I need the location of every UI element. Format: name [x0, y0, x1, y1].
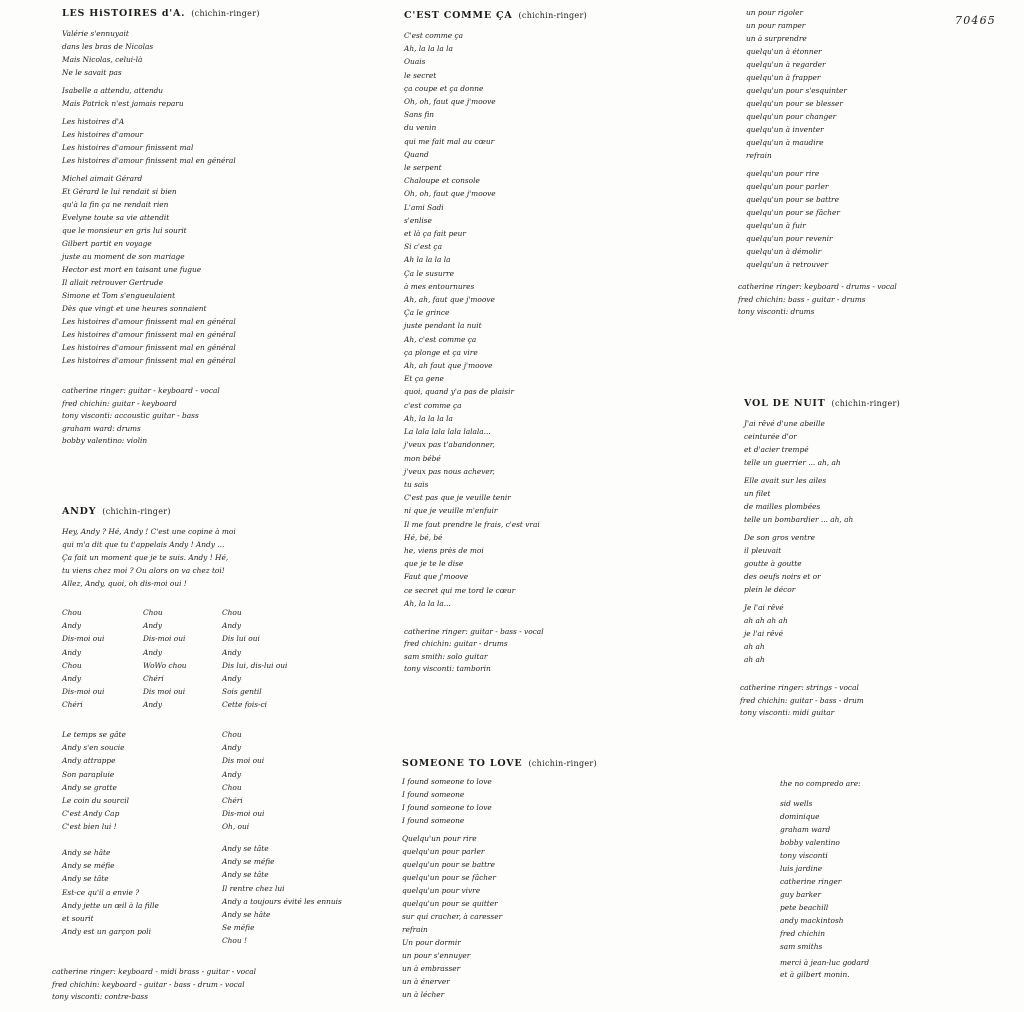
song-lyrics	[746, 6, 897, 271]
lyric-line: quelqu'un pour rire	[746, 169, 820, 178]
andy-intro	[62, 525, 236, 590]
lyric-line: Le temps se gâte	[62, 730, 126, 739]
lyric-line: quelqu'un à frapper	[746, 73, 821, 82]
lyric-line: Mais Patrick n'est jamais reparu	[62, 99, 184, 108]
song-vol-de-nuit	[740, 398, 901, 720]
lyric-line: Cette fois-ci	[222, 700, 268, 710]
song-lyrics	[744, 417, 900, 666]
personnel-line: bobby valentino: violin	[62, 436, 148, 445]
lyric-line: quelqu'un pour se fâcher	[746, 208, 840, 217]
lyric-line: le serpent	[404, 163, 442, 173]
lyric-line: il pleuvait	[744, 546, 782, 555]
musician-name: pete beachill	[780, 902, 829, 912]
lyric-line: quelqu'un pour se battre	[746, 195, 839, 204]
lyric-line: Elle avait sur les ailes	[744, 476, 827, 485]
lyric-line: Chou	[143, 608, 163, 617]
lyric-line: Andy	[222, 769, 242, 779]
lyric-line: Quelqu'un pour rire	[402, 834, 477, 843]
lyric-line: que le monsieur en gris lui sourit	[62, 226, 187, 235]
lyric-line: ah ah ah ah	[744, 616, 788, 625]
lyric-line: Andy se hâte	[222, 910, 271, 920]
lyric-line: s'enlise	[404, 215, 432, 225]
lyric-line: Dis lui, dis-lui oui	[222, 660, 288, 670]
lyric-line: Il allait retrouver Gertrude	[62, 278, 164, 287]
lyric-line: Chou	[222, 608, 242, 617]
lyric-line: quelqu'un à démolir	[746, 247, 822, 256]
lyric-line: Andy	[143, 647, 163, 657]
song-andy	[62, 506, 236, 590]
lyric-line: Ah, ah faut que j'moove	[404, 361, 493, 371]
lyric-line: Andy se méfie	[222, 857, 275, 867]
thanks-line: et à gilbert monin.	[780, 970, 850, 979]
lyric-line: L'ami Sadi	[404, 202, 444, 212]
lyric-line: Il me faut prendre le frais, c'est vrai	[404, 519, 540, 529]
lyric-line: Quand	[404, 149, 429, 159]
song-personnel	[404, 626, 587, 676]
song-title	[744, 398, 900, 409]
lyric-line: Ça le susurre	[404, 268, 455, 278]
personnel-line: fred chichin: guitar - bass - drum	[740, 695, 864, 705]
song-credit: (chichin-ringer)	[831, 399, 901, 408]
lyric-line: Chou	[62, 608, 82, 617]
lyric-line: Chou	[62, 660, 82, 670]
musician-name: luis jardine	[780, 863, 823, 873]
musician-name: guy barker	[780, 889, 822, 899]
lyric-line: refrain	[746, 151, 772, 160]
lyric-line: Sans fin	[404, 110, 435, 120]
musician-name: andy mackintosh	[780, 915, 844, 925]
lyric-line: quelqu'un à étonner	[746, 47, 822, 56]
lyric-line: quelqu'un pour se quitter	[402, 899, 498, 908]
lyric-line: Gilbert partit en voyage	[62, 239, 152, 248]
lyric-line: La lala lala lala lalala...	[404, 427, 491, 437]
lyric-line: telle un bombardier ... ah, ah	[744, 515, 854, 524]
personnel-line: catherine ringer: keyboard - drums - vocal	[738, 282, 897, 291]
lyric-line: Dis-moi oui	[143, 634, 186, 644]
lyric-line: Les histoires d'amour finissent mal en général	[62, 343, 236, 352]
lyric-line: juste au moment de son mariage	[62, 252, 185, 261]
lyric-line: Hey, Andy ? Hé, Andy ! C'est une copine à moi	[62, 527, 236, 536]
lyric-line: ça coupe et ça donne	[404, 83, 484, 93]
lyric-line: Ça fait un moment que je te suis. Andy ! Hé,	[62, 553, 229, 562]
lyric-line: Chou !	[222, 936, 247, 946]
andy-grid-col1	[62, 606, 104, 712]
lyric-line: Oh, oui	[222, 822, 250, 832]
andy-verse2-right	[222, 842, 342, 948]
andy-grid-col3	[222, 606, 287, 712]
lyric-line: Andy	[222, 743, 242, 753]
personnel-line: fred chichin: guitar - keyboard	[62, 398, 177, 408]
lyric-line: quelqu'un à maudire	[746, 138, 824, 147]
lyric-line: quelqu'un à fuir	[746, 221, 806, 230]
lyric-line: Ah, la la la...	[404, 598, 451, 608]
lyric-line: Faut que j'moove	[404, 572, 469, 582]
song-someone-to-love	[402, 758, 597, 1001]
personnel-line: sam smith: solo guitar	[404, 651, 488, 661]
lyric-line: goutte à goutte	[744, 559, 802, 568]
lyric-line: Dis-moi oui	[62, 634, 105, 644]
lyric-line: Chéri	[143, 674, 164, 684]
lyric-line: Hector est mort en taisant une fugue	[62, 265, 202, 274]
thanks-line: merci à jean-luc godard	[780, 957, 870, 967]
andy-verse2-left	[62, 846, 159, 938]
lyric-line: he, viens près de moi	[404, 545, 484, 555]
lyric-line: I found someone	[402, 790, 465, 799]
lyric-line: Oh, oh, faut que j'moove	[404, 97, 496, 107]
lyric-line: un à énerver	[402, 977, 450, 986]
lyric-line: Andy	[222, 621, 242, 631]
lyric-line: Dis moi oui	[143, 687, 186, 697]
andy-verse-left	[62, 728, 129, 834]
song-personnel	[738, 281, 897, 319]
lyric-line: De son gros ventre	[744, 533, 816, 542]
lyric-line: Andy	[143, 621, 163, 631]
lyric-line: mon bébé	[404, 453, 441, 463]
musician-name: tony visconti	[780, 850, 828, 860]
nocompredo-thanks	[780, 957, 869, 982]
lyric-line: WoWo chou	[143, 660, 187, 670]
lyric-line: dans les bras de Nicolas	[62, 42, 154, 51]
lyric-line: un filet	[744, 489, 771, 498]
lyric-line: Andy se tâte	[222, 844, 269, 853]
lyric-line: je l'ai rêvé	[744, 629, 783, 638]
lyric-line: C'est bien lui !	[62, 822, 117, 832]
lyric-line: j'veux pas nous achever,	[404, 466, 495, 476]
lyric-line: un à surprendre	[746, 34, 807, 43]
lyric-line: Andy attrappe	[62, 756, 116, 766]
lyric-line: le secret	[404, 70, 437, 80]
song-title-text: VOL DE NUIT	[744, 398, 826, 409]
musician-name: graham ward	[780, 824, 831, 834]
song-title-text: C'EST COMME ÇA	[404, 10, 513, 21]
lyric-line: ah ah	[744, 642, 765, 651]
lyric-line: Andy	[143, 700, 163, 710]
lyric-line: Ne le savait pas	[62, 68, 122, 77]
song-title-text: LES HiSTOIRES d'A.	[62, 8, 186, 19]
lyric-line: Les histoires d'A	[62, 117, 125, 126]
personnel-line: catherine ringer: strings - vocal	[740, 683, 859, 692]
lyric-line: Les histoires d'amour finissent mal en général	[62, 330, 236, 339]
lyric-line: Evelyne toute sa vie attendit	[62, 213, 170, 222]
lyric-line: Andy	[62, 621, 82, 631]
musician-name: fred chichin	[780, 928, 826, 938]
lyric-line: Chou	[222, 730, 242, 739]
lyric-line: Dis-moi oui	[62, 687, 105, 697]
lyric-line: Andy	[62, 674, 82, 684]
lyric-line: quelqu'un pour parler	[402, 847, 485, 856]
musician-name: catherine ringer	[780, 876, 842, 886]
lyric-line: Andy	[222, 647, 242, 657]
lyric-line: plein le décor	[744, 585, 796, 594]
personnel-line: fred chichin: bass - guitar - drums	[738, 294, 866, 304]
lyric-line: Oh, oh, faut que j'moove	[404, 189, 496, 199]
lyric-line: Andy est un garçon poli	[62, 927, 151, 937]
lyric-line: Les histoires d'amour	[62, 130, 144, 139]
lyric-line: j'veux pas t'abandonner,	[404, 440, 495, 450]
lyric-line: telle un guerrier ... ah, ah	[744, 458, 841, 467]
personnel-line: graham ward: drums	[62, 423, 141, 433]
personnel-line: tony visconti: midi guitar	[740, 708, 835, 717]
lyric-line: tu sais	[404, 479, 429, 489]
lyric-line: Sois gentil	[222, 687, 262, 697]
lyric-line: et sourit	[62, 914, 94, 924]
lyric-line: I found someone	[402, 816, 465, 825]
song-credit: (chichin-ringer)	[102, 507, 171, 516]
lyric-line: ce secret qui me tord le cœur	[404, 585, 516, 595]
lyric-line: du venin	[404, 123, 437, 133]
lyric-line: Mais Nicolas, celui-là	[62, 55, 143, 64]
musician-name: dominique	[780, 811, 820, 821]
song-lyrics	[404, 29, 587, 610]
lyric-line: Et Gérard le lui rendait si bien	[62, 187, 177, 196]
lyric-line: quelqu'un à inventer	[746, 125, 824, 134]
lyric-line: quelqu'un à retrouver	[746, 260, 829, 269]
lyric-line: quelqu'un pour se fâcher	[402, 873, 496, 882]
lyric-line: Isabelle a attendu, attendu	[62, 86, 164, 95]
lyric-line: Dès que vingt et une heures sonnaient	[62, 304, 207, 313]
lyric-line: Valérie s'ennuyait	[62, 29, 129, 38]
song-credit: (chichin-ringer)	[528, 759, 597, 768]
song-credit: (chichin-ringer)	[518, 11, 587, 20]
musician-name: sid wells	[780, 798, 813, 808]
lyric-line: Si c'est ça	[404, 242, 442, 252]
lyric-line: Le coin du sourcil	[62, 796, 129, 806]
lyric-line: Chéri	[222, 796, 243, 806]
lyric-line: ceinturée d'or	[744, 432, 797, 441]
lyric-line: de mailles plombées	[744, 502, 821, 511]
lyric-line: Andy se méfie	[62, 861, 115, 871]
personnel-line: tony visconti: tamborin	[404, 664, 491, 674]
lyric-line: quelqu'un pour vivre	[402, 886, 481, 895]
lyric-line: un pour s'ennuyer	[402, 951, 471, 960]
lyric-line: Andy se gratte	[62, 782, 117, 792]
lyric-line: Se méfie	[222, 923, 255, 933]
lyric-line: Les histoires d'amour finissent mal en général	[62, 317, 236, 326]
lyric-line: Ah, la la la la	[404, 44, 453, 54]
lyric-line: à mes entournures	[404, 281, 475, 291]
lyric-line: quelqu'un pour changer	[746, 112, 837, 121]
song-title	[62, 8, 260, 19]
lyric-line: ni que je veuille m'enfuir	[404, 506, 498, 516]
song-lyrics	[402, 775, 597, 1001]
lyric-line: ça plonge et ça vire	[404, 347, 478, 357]
lyric-line: quelqu'un pour parler	[746, 182, 829, 191]
lyric-line: Dis-moi oui	[222, 809, 265, 819]
song-cest-comme-ca	[404, 10, 587, 676]
lyric-line: que je te le dise	[404, 559, 464, 569]
lyric-line: qu'à la fin ça ne rendait rien	[62, 200, 169, 209]
song-title	[62, 506, 236, 517]
nocompredo-names	[780, 797, 869, 953]
personnel-line: fred chichin: keyboard - guitar - bass - drum - vocal	[52, 979, 245, 989]
andy-verse-right	[222, 728, 264, 834]
lyric-line: Andy	[222, 674, 242, 684]
nocompredo-heading: the no compredo are:	[780, 779, 861, 788]
lyric-line: refrain	[402, 925, 428, 934]
lyric-line: C'est pas que je veuille tenir	[404, 493, 511, 503]
lyric-line: C'est Andy Cap	[62, 809, 120, 819]
lyric-line: un pour rigoler	[746, 8, 804, 17]
song-les-histoires	[62, 8, 260, 448]
andy-grid-col2	[143, 606, 187, 712]
song-title	[404, 10, 587, 21]
personnel-line: tony visconti: drums	[738, 307, 815, 316]
lyric-line: Andy se tâte	[62, 874, 109, 884]
lyric-line: qui m'a dit que tu t'appelais Andy ! Andy ...	[62, 540, 225, 549]
lyric-line: Andy se hâte	[62, 848, 111, 857]
lyric-line: J'ai rêvé d'une abeille	[744, 419, 825, 428]
song-personnel	[62, 385, 260, 448]
lyric-line: quelqu'un pour revenir	[746, 234, 833, 243]
musician-name: sam smiths	[780, 941, 823, 951]
lyric-line: I found someone to love	[402, 777, 492, 786]
lyric-line: ah ah	[744, 655, 765, 664]
lyric-line: Ah, la la la la	[404, 413, 453, 423]
lyric-line: juste pendant la nuit	[404, 321, 482, 331]
lyric-line: quelqu'un pour s'esquinter	[746, 86, 847, 95]
lyric-line: Andy a toujours évité les ennuis	[222, 896, 342, 906]
lyric-line: un à lécher	[402, 990, 445, 999]
lyric-line: Son parapluie	[62, 769, 115, 779]
catalog-number: 70465	[955, 14, 996, 27]
nocompredo-block	[780, 778, 869, 982]
lyric-line: Ah, ah, faut que j'moove	[404, 295, 495, 305]
lyric-line: Ah, c'est comme ça	[404, 334, 477, 344]
someone-to-love-continued	[738, 6, 897, 319]
personnel-line: catherine ringer: guitar - bass - vocal	[404, 626, 544, 636]
lyric-line: Chou	[222, 782, 242, 792]
lyric-line: Il rentre chez lui	[222, 883, 285, 893]
personnel-line: catherine ringer: keyboard - midi brass - guitar - vocal	[52, 967, 256, 976]
lyric-line: des oeufs noirs et or	[744, 572, 821, 581]
lyric-line: Chéri	[62, 700, 83, 710]
lyric-line: Et ça gene	[404, 374, 444, 384]
lyric-line: quelqu'un pour se blesser	[746, 99, 843, 108]
song-credit: (chichin-ringer)	[191, 9, 260, 18]
lyric-line: Les histoires d'amour finissent mal en général	[62, 356, 236, 365]
song-lyrics	[62, 27, 260, 367]
lyric-line: Hé, bé, bé	[404, 532, 443, 542]
lyric-line: Ouais	[404, 57, 426, 67]
lyric-line: Dis moi oui	[222, 756, 265, 766]
lyric-line: C'est comme ça	[404, 31, 464, 40]
song-title-text: ANDY	[62, 506, 97, 517]
lyric-line: Andy	[62, 647, 82, 657]
lyric-line: Est-ce qu'il a envie ?	[62, 887, 140, 897]
lyric-line: Andy se tâte	[222, 870, 269, 880]
song-title-text: SOMEONE TO LOVE	[402, 758, 523, 769]
andy-personnel	[52, 966, 256, 1004]
lyric-line: Chaloupe et console	[404, 176, 480, 186]
lyric-line: Andy jette un œil à la fille	[62, 900, 159, 910]
personnel-line: tony visconti: accoustic guitar - bass	[62, 411, 199, 420]
lyric-line: Un pour dormir	[402, 938, 461, 947]
lyric-line: et d'acier trempé	[744, 445, 809, 454]
lyric-line: Les histoires d'amour finissent mal	[62, 143, 194, 152]
lyric-line: Allez, Andy, quoi, oh dis-moi oui !	[62, 579, 187, 588]
song-personnel	[740, 682, 900, 720]
lyric-line: quelqu'un à regarder	[746, 60, 826, 69]
lyric-line: Dis lui oui	[222, 634, 260, 644]
lyric-line: un pour ramper	[746, 21, 806, 30]
lyric-line: Ça le grince	[404, 308, 450, 318]
lyric-line: Ah la la la la	[404, 255, 451, 265]
personnel-line: tony visconti: contre-bass	[52, 992, 149, 1001]
lyric-line: et là ça fait peur	[404, 229, 466, 239]
lyric-line: tu viens chez moi ? Ou alors on va chez toi!	[62, 566, 225, 575]
lyric-line: I found someone to love	[402, 803, 492, 812]
personnel-line: fred chichin: guitar - drums	[404, 639, 508, 649]
song-title	[402, 758, 597, 769]
lyric-line: c'est comme ça	[404, 400, 462, 410]
lyric-line: sur qui cracher, à caresser	[402, 912, 503, 921]
lyric-line: Andy s'en soucie	[62, 743, 125, 753]
personnel-line: catherine ringer: guitar - keyboard - vocal	[62, 386, 220, 395]
lyric-line: Les histoires d'amour finissent mal en général	[62, 156, 236, 165]
lyric-line: quelqu'un pour se battre	[402, 860, 495, 869]
lyric-line: qui me fait mal au cœur	[404, 136, 495, 146]
lyric-line: Je l'ai rêvé	[744, 603, 784, 612]
lyric-line: quoi, quand y'a pas de plaisir	[404, 387, 514, 397]
lyric-line: Michel aimait Gérard	[62, 174, 143, 183]
musician-name: bobby valentino	[780, 837, 840, 847]
lyric-line: Simone et Tom s'engueulaient	[62, 291, 176, 300]
lyric-line: un à embrasser	[402, 964, 461, 973]
